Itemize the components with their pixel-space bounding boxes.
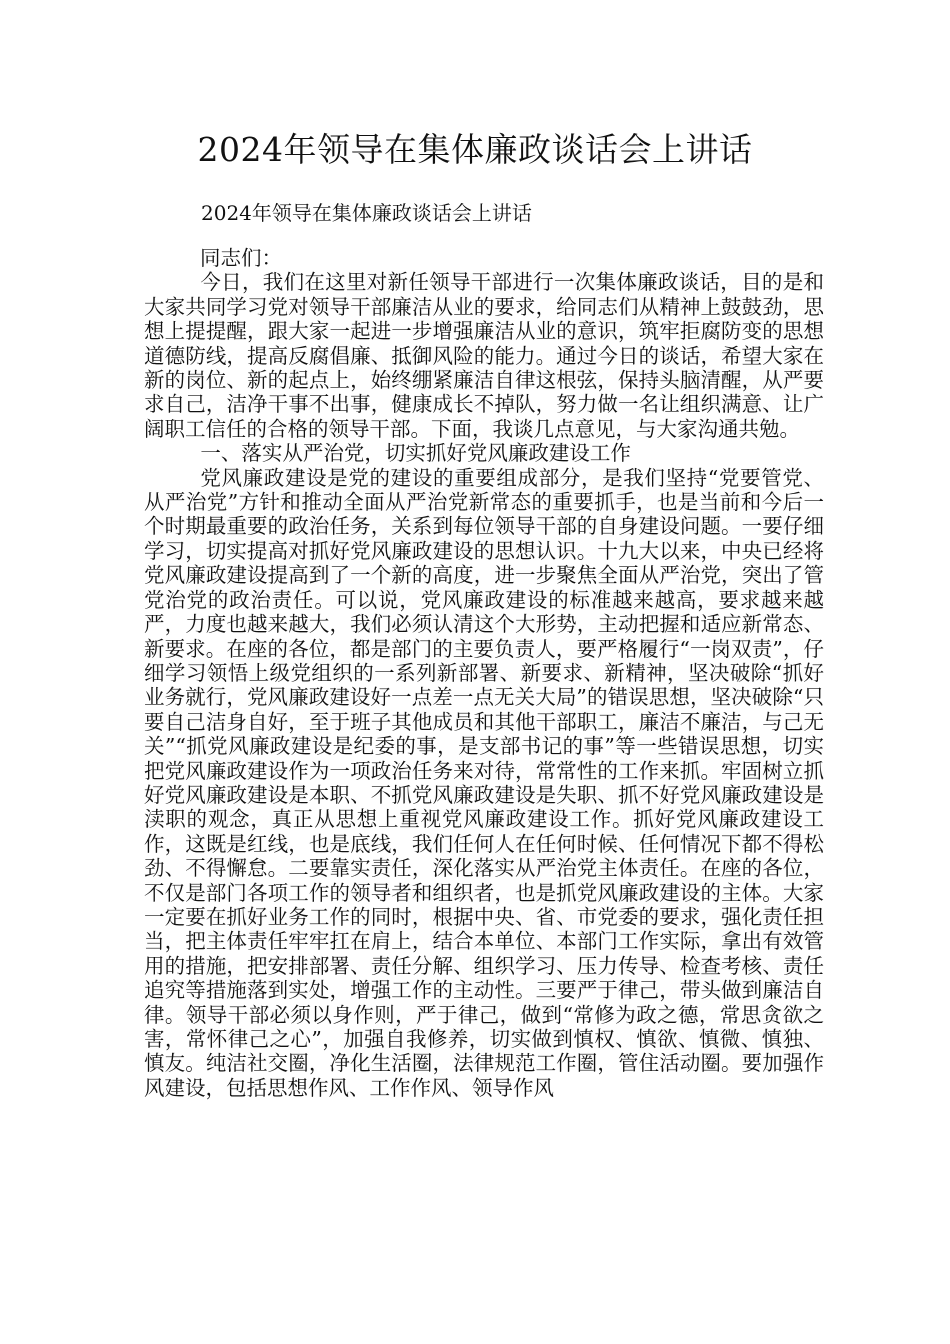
document-title: 2024年领导在集体廉政谈话会上讲话 xyxy=(197,130,753,169)
section-heading-1: 一、落实从严治党，切实抓好党风廉政建设工作 xyxy=(200,441,631,466)
salutation: 同志们： xyxy=(200,246,282,270)
paragraph-section-1: 党风廉政建设是党的建设的重要组成部分，是我们坚持“党要管党、从严治党”方针和推动全面从严治党新常态的重要抓手，也是当前和今后一个时期最重要的政治任务，关系到每位领导干部的自身建设问题。一要仔细学习，切实提高对抓好党风廉政建设的思想认识。十九大以来，中央已经将党风廉政建设提高到了一个新的高度，进一步聚焦全面从严治党，突出了管党治党的政治责任。可以说，党风廉政建设的标准越来越高，要求越来越严，力度也越来越大，我们必须认清这个大形势，主动把握和适应新常态、新要求。在座的各位，都是部门的主要负责人，要严格履行“一岗双责”，仔细学习领悟上级党组织的一系列新部署、新要求、新精神，坚决破除“抓好业务就行，党风廉政建设好一点差一点无关大局”的错误思想，坚决破除“只要自己洁身自好，至于班子其他成员和其他干部职工，廉洁不廉洁，与己无关”“抓党风廉政建设是纪委的事，是支部书记的事”等一些错误思想，切实把党风廉政建设作为一项政治任务来对待，常常性的工作来抓。牢固树立抓好党风廉政建设是本职、不抓党风廉政建设是失职、抓不好党风廉政建设是渎职的观念，真正从思想上重视党风廉政建设工作。抓好党风廉政建设工作，这既是红线，也是底线，我们任何人在任何时候、任何情况下都不得松劲、不得懈怠。二要靠实责任，深化落实从严治党主体责任。在座的各位，不仅是部门各项工作的领导者和组织者，也是抓党风廉政建设的主体。大家一定要在抓好业务工作的同时，根据中央、省、市党委的要求，强化责任担当，把主体责任牢牢扛在肩上，结合本单位、本部门工作实际，拿出有效管用的措施，把安排部署、责任分解、组织学习、压力传导、检查考核、责任追究等措施落到实处，增强工作的主动性。三要严于律己，带头做到廉洁自律。领导干部必须以身作则，严于律己，做到“常修为政之德，常思贪欲之害，常怀律己之心”，加强自我修养，切实做到慎权、慎欲、慎微、慎独、慎友。纯洁社交圈，净化生活圈，法律规范工作圈，管住活动圈。要加强作风建设，包括思想作风、工作作风、领导作风 xyxy=(144,465,824,1100)
document-body xyxy=(144,246,824,1100)
document-subtitle: 2024年领导在集体廉政谈话会上讲话 xyxy=(201,201,532,225)
paragraph-intro: 今日，我们在这里对新任领导干部进行一次集体廉政谈话，目的是和大家共同学习党对领导干部廉洁从业的要求，给同志们从精神上鼓鼓劲，思想上提提醒，跟大家一起进一步增强廉洁从业的意识，筑牢拒腐防变的思想道德防线，提高反腐倡廉、抵御风险的能力。通过今日的谈话，希望大家在新的岗位、新的起点上，始终绷紧廉洁自律这根弦，保持头脑清醒，从严要求自己，洁净干事不出事，健康成长不掉队，努力做一名让组织满意、让广阔职工信任的合格的领导干部。下面，我谈几点意见，与大家沟通共勉。 xyxy=(144,270,824,441)
